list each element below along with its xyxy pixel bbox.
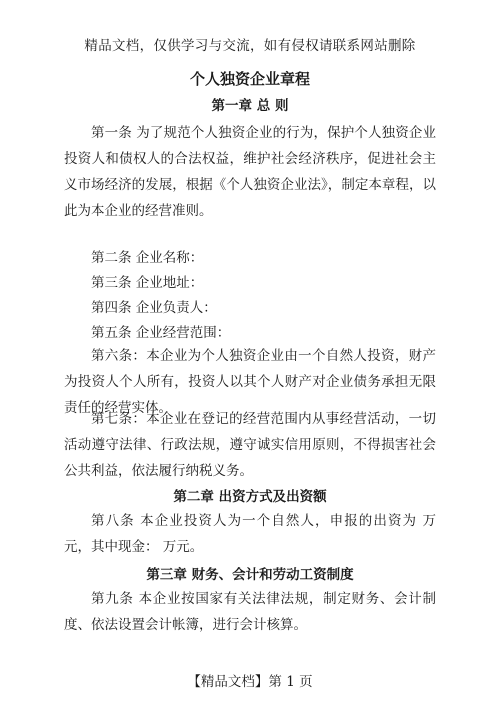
- chapter-1-heading: 第一章 总 则: [211, 98, 289, 114]
- page-header: 精品文档，仅供学习与交流，如有侵权请联系网站删除: [84, 38, 416, 54]
- article-8: 第八条 本企业投资人为一个自然人，申报的出资为 万元，其中现金： 万元。: [64, 513, 436, 555]
- article-7: 第七条：本企业在登记的经营范围内从事经营活动，一切活动遵守法律、行政法规，遵守诚实信用原则，不得损害社会公共利益，依法履行纳税义务。: [64, 411, 436, 479]
- article-6: 第六条：本企业为个人独资企业由一个自然人投资，财产为投资人个人所有，投资人以其个人财产对企业债务承担无限责任的经营实体。: [64, 348, 436, 416]
- document-title: 个人独资企业章程: [189, 70, 310, 88]
- article-3: 第三条 企业地址：: [91, 275, 204, 291]
- article-2: 第二条 企业名称：: [91, 250, 204, 266]
- page-footer: 【精品文档】第 1 页: [187, 674, 313, 690]
- article-9: 第九条 本企业按国家有关法律法规，制定财务、会计制度、依法设置会计帐簿，进行会计核算。: [64, 591, 436, 633]
- chapter-3-heading: 第三章 财务、会计和劳动工资制度: [146, 567, 354, 583]
- chapter-2-heading: 第二章 出资方式及出资额: [173, 489, 327, 505]
- article-5: 第五条 企业经营范围：: [91, 325, 231, 341]
- article-4: 第四条 企业负责人：: [91, 300, 217, 316]
- article-1: 第一条 为了规范个人独资企业的行为，保护个人独资企业投资人和债权人的合法权益，维护社会经济秩序，促进社会主义市场经济的发展，根据《个人独资企业法》，制定本章程，以此为本企业的经营准则。: [64, 125, 436, 219]
